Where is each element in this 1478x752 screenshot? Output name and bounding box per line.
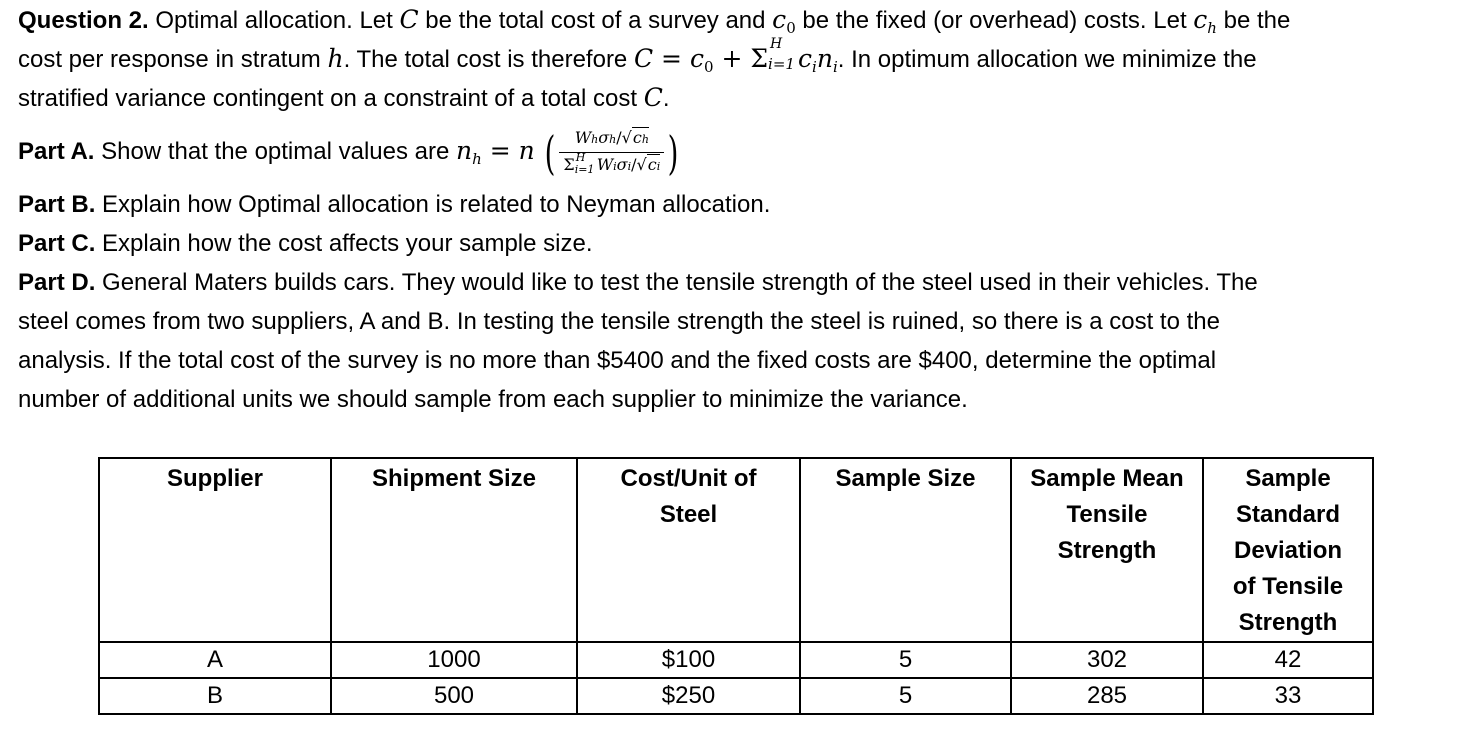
header-line: Standard	[1235, 501, 1340, 528]
left-paren: (	[545, 125, 556, 180]
den-sqrt	[647, 154, 661, 174]
cell-cost-per-unit: $250	[577, 678, 800, 714]
den-sigma: σ	[616, 155, 628, 175]
sum-lower-limit: i=1	[768, 55, 795, 73]
den-sigma-sub: i	[627, 160, 632, 174]
question-line-3	[18, 78, 1468, 117]
part-d-line-3	[18, 341, 1468, 380]
problem-text	[18, 0, 1468, 419]
part-a-line	[18, 117, 1468, 185]
part-d-line-2	[18, 302, 1468, 341]
sum-limits	[768, 36, 798, 73]
part-d-text: General Maters builds cars. They would like to test the tensile strength of the steel used in their vehicles. The	[95, 269, 1258, 296]
den-lower: i=1	[574, 163, 595, 177]
den-sum-limits	[574, 151, 597, 177]
header-line: Strength	[1057, 537, 1157, 564]
header-sample-sd	[1203, 458, 1373, 642]
sub-h: h	[1207, 19, 1217, 37]
sum-upper-limit: H	[770, 36, 783, 52]
sum-symbol: Σ	[750, 44, 769, 73]
equals-sign: =	[653, 44, 690, 73]
var-ni: n	[816, 44, 833, 73]
var-ch: c	[1193, 5, 1208, 34]
header-line: Tensile	[1066, 501, 1148, 528]
table-row	[99, 678, 1373, 714]
sub-i: i	[832, 58, 838, 76]
sub-0: 0	[703, 58, 714, 76]
den-W-sub: i	[613, 160, 617, 174]
cell-supplier: B	[99, 678, 331, 714]
header-line: Deviation	[1233, 537, 1343, 564]
var-C: C	[643, 83, 663, 112]
right-paren: )	[667, 125, 679, 180]
cell-sample-sd: 42	[1203, 642, 1373, 678]
plus-sign: +	[713, 44, 751, 73]
cell-sample-size: 5	[800, 642, 1011, 678]
header-line: Steel	[659, 501, 718, 528]
cell-shipment-size: 500	[331, 678, 577, 714]
num-c-sub: h	[641, 133, 649, 147]
header-line: Sample	[1245, 465, 1331, 492]
header-sample-size	[800, 458, 1011, 642]
question-text: . In optimum allocation we minimize the	[837, 46, 1257, 73]
question-text: cost per response in stratum	[18, 46, 328, 73]
num-W: W	[574, 128, 592, 148]
num-sqrt	[632, 127, 649, 147]
header-shipment-size	[331, 458, 577, 642]
sub-h: h	[472, 150, 482, 168]
part-c-text: Explain how the cost affects your sample size.	[95, 230, 593, 257]
part-d-text: number of additional units we should sample from each supplier to minimize the variance.	[18, 386, 968, 413]
num-sigma-sub: h	[609, 133, 617, 147]
part-b-text: Explain how Optimal allocation is related to Neyman allocation.	[95, 191, 771, 218]
cell-shipment-size: 1000	[331, 642, 577, 678]
header-sample-mean	[1011, 458, 1203, 642]
part-b-line	[18, 185, 1468, 224]
supplier-table	[98, 457, 1374, 715]
header-line: of Tensile	[1232, 573, 1344, 600]
den-c: c	[647, 155, 657, 175]
header-supplier	[99, 458, 331, 642]
den-W: W	[596, 155, 614, 175]
num-W-sub: h	[591, 133, 599, 147]
cell-sample-sd: 33	[1203, 678, 1373, 714]
question-line-1	[18, 0, 1468, 39]
cell-sample-mean: 302	[1011, 642, 1203, 678]
question-text: be the fixed (or overhead) costs. Let	[795, 7, 1194, 34]
fraction-numerator: Whσh/√ch	[559, 128, 664, 153]
header-cost-per-unit	[577, 458, 800, 642]
part-a-label: Part A.	[18, 138, 95, 165]
part-c-label: Part C.	[18, 230, 96, 257]
part-d-text: analysis. If the total cost of the survey is no more than $5400 and the fixed costs are $400, determine the optimal	[18, 347, 1217, 374]
var-ci: c	[798, 44, 813, 73]
var-h: h	[327, 44, 344, 73]
table-header-row	[99, 458, 1373, 642]
var-c0: c	[772, 5, 787, 34]
den-slash: /	[631, 155, 637, 175]
part-d-label: Part D.	[18, 269, 96, 296]
question-line-2	[18, 36, 1468, 78]
table-row	[99, 642, 1373, 678]
part-d-line-4	[18, 380, 1468, 419]
cell-supplier: A	[99, 642, 331, 678]
question-label: Question 2.	[18, 7, 149, 34]
question-text: Optimal allocation. Let	[148, 7, 400, 34]
var-n: n	[518, 136, 535, 165]
part-d-line-1	[18, 263, 1468, 302]
header-line: Shipment Size	[371, 465, 537, 492]
equals-sign: =	[481, 136, 519, 165]
header-line: Sample Mean	[1030, 465, 1184, 492]
den-sum: Σ	[563, 155, 575, 175]
header-line: Strength	[1238, 609, 1338, 636]
var-C: C	[633, 44, 654, 73]
part-a-text: Show that the optimal values are	[94, 138, 457, 165]
var-n: n	[456, 136, 473, 165]
cell-cost-per-unit: $100	[577, 642, 800, 678]
question-text: .	[662, 85, 670, 112]
cell-sample-size: 5	[800, 678, 1011, 714]
sub-i: i	[812, 58, 817, 76]
optimal-fraction	[559, 128, 664, 177]
header-line: Cost/Unit of	[620, 465, 757, 492]
part-d-text: steel comes from two suppliers, A and B. In testing the tensile strength the steel is ruined, so there is a cost to the	[18, 308, 1220, 335]
part-c-line	[18, 224, 1468, 263]
den-upper: H	[575, 151, 586, 165]
den-c-sub: i	[656, 160, 661, 174]
cell-sample-mean: 285	[1011, 678, 1203, 714]
header-line: Supplier	[166, 465, 263, 492]
num-sigma: σ	[598, 128, 610, 148]
header-line: Sample Size	[835, 465, 976, 492]
sub-0: 0	[786, 19, 796, 37]
var-c0: c	[689, 44, 704, 73]
question-text: be the total cost of a survey and	[418, 7, 773, 34]
question-text: stratified variance contingent on a constraint of a total cost	[18, 85, 644, 112]
question-text: . The total cost is therefore	[343, 46, 634, 73]
num-slash: /	[616, 128, 622, 148]
part-b-label: Part B.	[18, 191, 96, 218]
var-C: C	[399, 5, 419, 34]
question-text: be the	[1216, 7, 1291, 34]
fraction-denominator: Σ H i=1 Wiσi/√ci	[559, 153, 664, 177]
num-c: c	[632, 128, 642, 148]
